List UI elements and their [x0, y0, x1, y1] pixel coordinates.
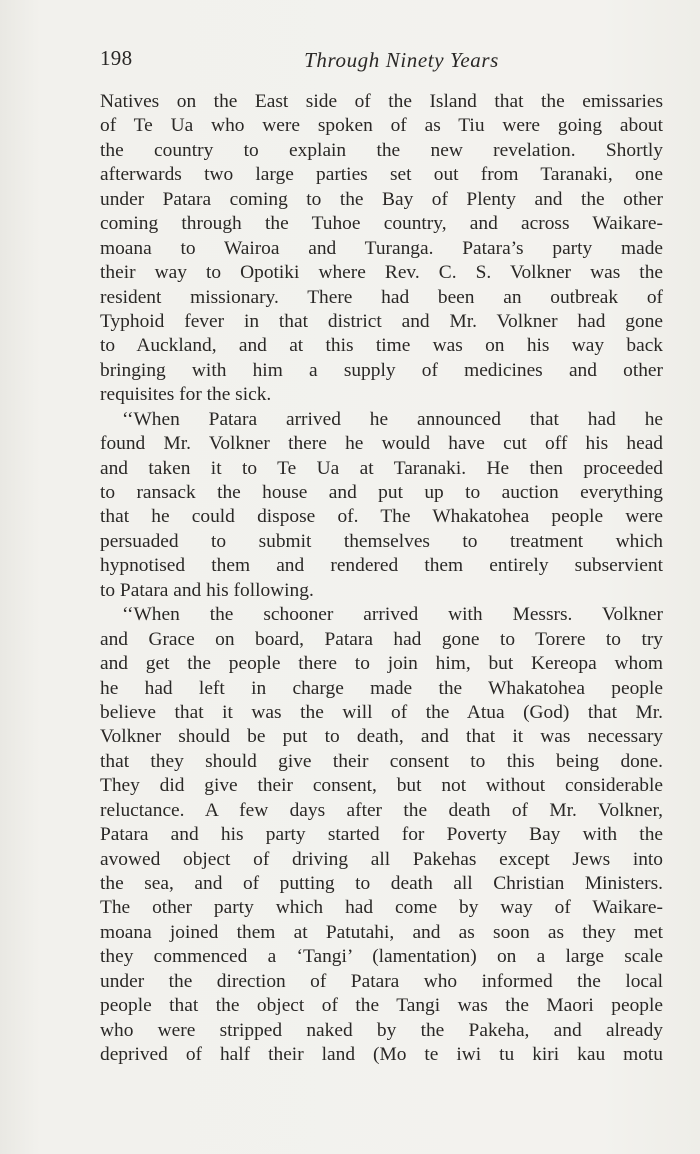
- text-line: Volkner should be put to death, and that it was necessary: [100, 726, 663, 748]
- text-line: who were stripped naked by the Pakeha, and already: [100, 1019, 663, 1041]
- text-line: he had left in charge made the Whakatohea people: [100, 677, 663, 699]
- text-line: reluctance. A few days after the death of Mr. Volkner,: [100, 799, 663, 821]
- text-line: hypnotised them and rendered them entirely subservient: [100, 555, 663, 577]
- text-line: people that the object of the Tangi was the Maori people: [100, 995, 663, 1017]
- text-line: and Grace on board, Patara had gone to Torere to try: [100, 628, 663, 650]
- text-line: to ransack the house and put up to auction everything: [100, 482, 663, 503]
- text-line: that he could dispose of. The Whakatohea people were: [100, 506, 663, 528]
- text-line: afterwards two large parties set out from Taranaki, one: [100, 164, 663, 186]
- text-line: persuaded to submit themselves to treatment which: [100, 530, 663, 552]
- text-line: that they should give their consent to this being done.: [100, 750, 663, 772]
- body-text: [100, 90, 663, 1068]
- text-line: and get the people there to join him, but Kereopa whom: [100, 653, 663, 675]
- text-line: the country to explain the new revelation. Shortly: [100, 139, 663, 161]
- text-line: Patara and his party started for Poverty Bay with the: [100, 824, 663, 846]
- text-line: believe that it was the will of the Atua (God) that Mr.: [100, 701, 663, 723]
- text-line: they commenced a ‘Tangi’ (lamentation) on a large scale: [100, 946, 663, 968]
- text-line: Typhoid fever in that district and Mr. Volkner had gone: [100, 310, 663, 332]
- text-line: under Patara coming to the Bay of Plenty and the other: [100, 188, 663, 210]
- text-line: to Patara and his following.: [100, 579, 314, 601]
- text-line: Natives on the East side of the Island that the emissaries: [100, 91, 663, 112]
- text-line: and taken it to Te Ua at Taranaki. He then proceeded: [100, 457, 663, 479]
- text-line: moana joined them at Patutahi, and as soon as they met: [100, 921, 663, 943]
- text-line: The other party which had come by way of Waikare-: [100, 897, 663, 919]
- page-header: [100, 46, 663, 76]
- text-line: moana to Wairoa and Turanga. Patara’s party made: [100, 237, 663, 259]
- text-line: of Te Ua who were spoken of as Tiu were going about: [100, 115, 663, 137]
- text-line: avowed object of driving all Pakehas except Jews into: [100, 848, 663, 870]
- text-line: under the direction of Patara who informed the local: [100, 970, 663, 992]
- text-line: They did give their consent, but not without considerable: [100, 775, 663, 797]
- text-line: the sea, and of putting to death all Christian Ministers.: [100, 873, 663, 894]
- text-line: requisites for the sick.: [100, 384, 272, 406]
- running-title: Through Ninety Years: [304, 48, 499, 72]
- text-line: coming through the Tuhoe country, and across Waikare-: [100, 213, 663, 235]
- text-line: ‘‘When Patara arrived he announced that had he: [122, 408, 663, 430]
- text-line: their way to Opotiki where Rev. C. S. Volkner was the: [100, 262, 663, 284]
- text-line: resident missionary. There had been an outbreak of: [100, 286, 663, 308]
- text-line: found Mr. Volkner there he would have cut off his head: [100, 433, 663, 455]
- page-number: 198: [100, 46, 133, 70]
- text-line: bringing with him a supply of medicines and other: [100, 359, 663, 381]
- text-line: deprived of half their land (Mo te iwi tu kiri kau motu: [100, 1044, 663, 1066]
- text-line: to Auckland, and at this time was on his way back: [100, 335, 663, 357]
- text-line: ‘‘When the schooner arrived with Messrs. Volkner: [122, 604, 663, 626]
